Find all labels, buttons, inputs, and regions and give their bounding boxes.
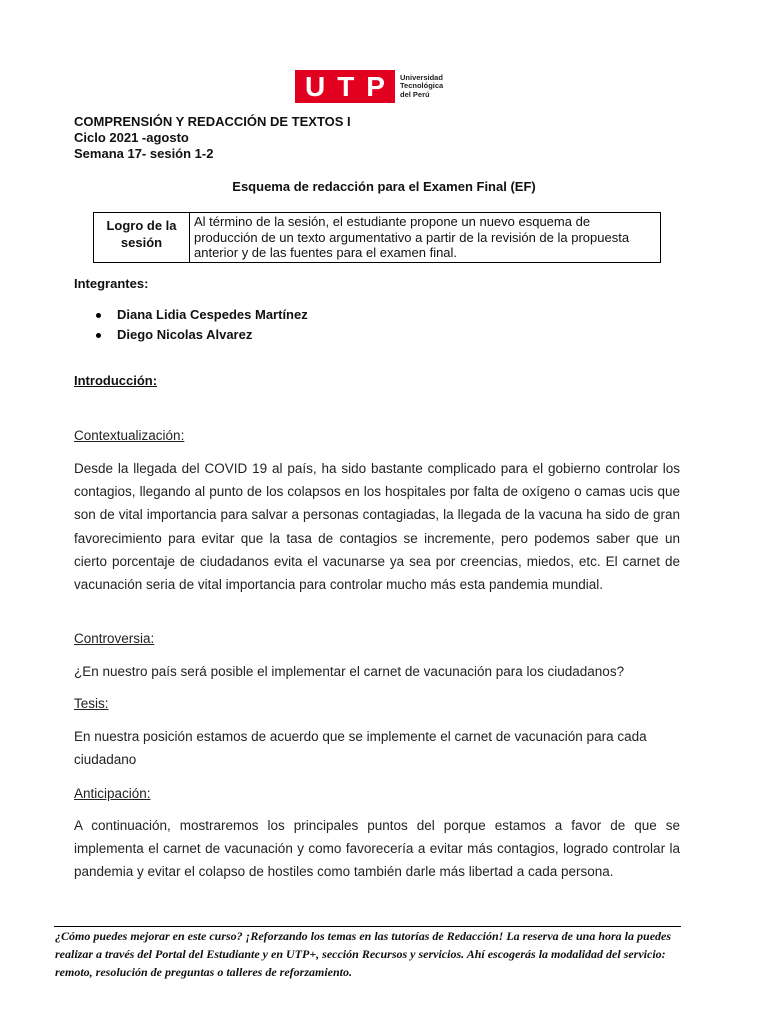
logo-sub-line-2: Tecnológica [400, 81, 444, 91]
member-list-item [96, 307, 308, 322]
anticipacion-label: Anticipación: [74, 786, 151, 801]
course-cycle: Ciclo 2021 -agosto [74, 130, 189, 145]
logo-letter-u: U [304, 71, 326, 102]
utp-logo-box [295, 70, 395, 103]
footer-note: ¿Cómo puedes mejorar en este curso? ¡Reforzando los temas en las tutorías de Redacción! La reserva de una hora la puedes realizar a través del Portal del Estudiante y en UTP+, sección Recursos y servicios. Ahí escogerás la modalidad del servicio: remoto, resolución de preguntas o talleres de reforzamiento. [55, 929, 672, 979]
bullet-icon [96, 313, 101, 318]
logo-sub-line-3: del Perú [400, 89, 430, 99]
tesis-label: Tesis: [74, 696, 109, 711]
member-name: Diana Lidia Cespedes Martínez [117, 307, 308, 322]
bullet-icon [96, 333, 101, 338]
document-subtitle: Esquema de redacción para el Examen Final (EF) [232, 179, 536, 194]
logo-university-name [400, 74, 443, 100]
logro-text: Al término de la sesión, el estudiante propone un nuevo esquema de producción de un texto argumentativo a partir de la revisión de la propuesta anterior y de las fuentes para el examen final. [190, 213, 661, 263]
anticipacion-paragraph: A continuación, mostraremos los principales puntos del porque estamos a favor de que se implementa el carnet de vacunación y como favorecería a evitar más contagios, logrado controlar la pandemia y evitar el colapso de hostiles como también darle más libertad a cada persona. [74, 818, 680, 880]
contexto-paragraph: Desde la llegada del COVID 19 al país, ha sido bastante complicado para el gobierno controlar los contagios, llegando al punto de los colapsos en los hospitales por falta de oxígeno o camas ucis que son de vital importancia para salvar a personas contagiadas, la llegada de la vacuna ha sido de gran favorecimiento para evitar que la tasa de contagios se incremente, pero podemos saber que un cierto porcentaje de ciudadanos evita el vacunarse ya sea por creencias, miedos, etc. El carnet de vacunación seria de vital importancia para controlar mucho más esta pandemia mundial. [74, 461, 680, 593]
logo-letter-t: T [337, 71, 355, 102]
course-week: Semana 17- sesión 1-2 [74, 146, 214, 161]
intro-heading: Introducción: [74, 373, 158, 388]
member-list-item [96, 327, 252, 342]
controversia-paragraph: ¿En nuestro país será posible el implementar el carnet de vacunación para los ciudadanos? [74, 664, 625, 679]
member-name: Diego Nicolas Alvarez [117, 327, 253, 342]
logo-sub-line-1: Universidad [400, 72, 443, 82]
logro-label: Logro de la sesión [94, 213, 190, 263]
contexto-label: Contextualización: [74, 428, 185, 443]
tesis-paragraph: En nuestra posición estamos de acuerdo que se implemente el carnet de vacunación para cada ciudadano [74, 729, 647, 768]
logro-table [93, 212, 661, 263]
integrantes-heading: Integrantes: [74, 276, 149, 291]
course-title: COMPRENSIÓN Y REDACCIÓN DE TEXTOS I [74, 114, 351, 129]
utp-logo [295, 70, 443, 103]
logo-letter-p: P [366, 71, 385, 102]
controversia-label: Controversia: [74, 631, 155, 646]
